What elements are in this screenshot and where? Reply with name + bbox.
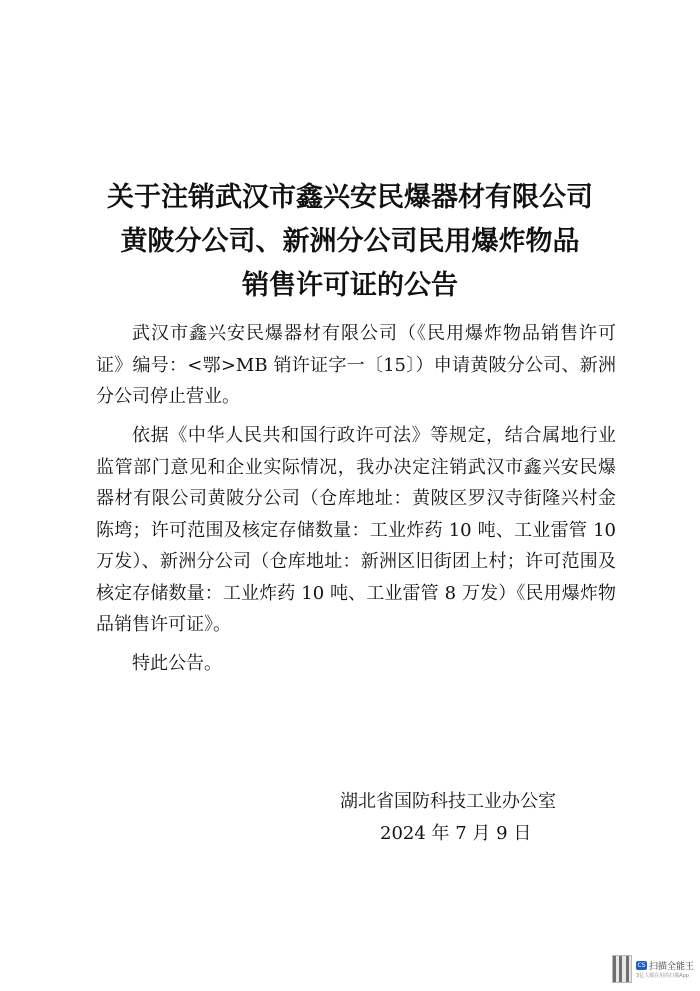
- watermark-text-group: [636, 959, 694, 979]
- paragraph-3-block: [96, 648, 616, 680]
- paragraph-1: 武汉市鑫兴安民爆器材有限公司（《民用爆炸物品销售许可证》编号：<鄂>MB 销许证字一〔15〕）申请黄陂分公司、新洲分公司停止营业。: [96, 323, 616, 407]
- issuer-signature: 湖北省国防科技工业办公室: [340, 791, 556, 812]
- title-line-3: 销售许可证的公告: [242, 270, 458, 301]
- scanner-watermark: [612, 953, 694, 985]
- title-line-1: 关于注销武汉市鑫兴安民爆器材有限公司: [107, 182, 593, 213]
- paragraph-2-block: [96, 420, 616, 641]
- watermark-subtitle: 3亿人都在用的扫描App: [635, 973, 689, 979]
- document-title: [0, 176, 700, 308]
- watermark-brand: [636, 959, 694, 972]
- paragraph-1-block: [96, 318, 616, 413]
- paragraph-3: 特此公告。: [132, 653, 222, 674]
- camscanner-logo-icon: CS: [637, 962, 646, 969]
- qr-code-icon: [612, 955, 632, 983]
- title-line-2: 黄陂分公司、新洲分公司民用爆炸物品: [120, 226, 580, 257]
- watermark-brand-label: 扫描全能王: [648, 962, 694, 972]
- issue-date: 2024 年 7 月 9 日: [380, 823, 532, 844]
- paragraph-2: 依据《中华人民共和国行政许可法》等规定，结合属地行业监管部门意见和企业实际情况，我办决定注销武汉市鑫兴安民爆器材有限公司黄陂分公司（仓库地址：黄陂区罗汉寺街隆兴村金陈塆；许可范围及核定存储数量：工业炸药 10 吨、工业雷管 10 万发）、新洲分公司（仓库地址：新洲区旧街团上村；许可范围及核定存储数量：工业炸药 10 吨、工业雷管 8 万发）《民用爆炸物品销售许可证》。: [96, 425, 616, 635]
